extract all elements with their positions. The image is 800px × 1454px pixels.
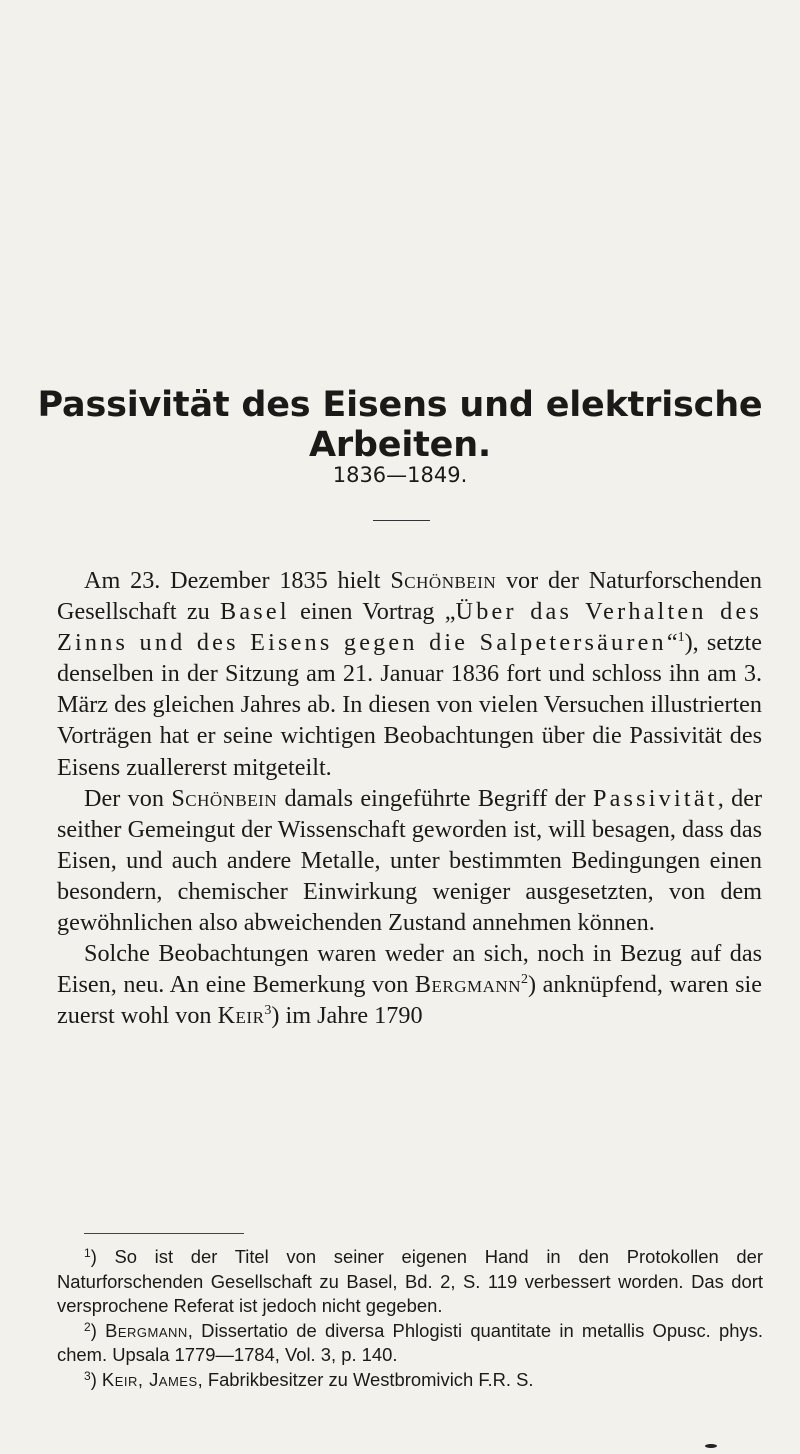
author-name: Schönbein — [171, 784, 278, 812]
footnote-3: $^3$) Keir, James, Fabrikbesitzer zu Westbromivich F.R. S. — [84, 1368, 534, 1390]
chapter-years: 1836—1849. — [332, 463, 468, 487]
footnotes — [57, 1245, 763, 1393]
paragraph-1: Am 23. Dezember 1835 hielt Schönbein vor der Naturforschenden Gesellschaft zu Basel einen Vortrag „Über das Verhalten des Zinns und des Eisens gegen die Salpetersäuren“$^1$), setzte denselben in der Sitzung am 21. Januar 1836 fort und schloss ihn am 3. März des gleichen Jahres ab. In diesen von vielen Versuchen illustrierten Vorträgen hat er seine wichtigen Beobachtungen über die Passivität des Eisens zuallererst mitgeteilt. — [57, 567, 762, 781]
footnote-ref-2: 2 — [521, 972, 528, 988]
paragraph-3: Solche Beobachtungen waren weder an sich, noch in Bezug auf das Eisen, neu. An eine Bemerkung von Bergmann$^2$) anknüpfend, waren sie zuerst wohl von Keir$^3$) im Jahre 1790 — [57, 940, 762, 1030]
author-name: Keir — [217, 1002, 265, 1030]
footnote-ref-3: 3 — [264, 1003, 272, 1019]
chapter-title: Passivität des Eisens und elektrische Arbeiten. — [37, 385, 763, 465]
author-name: Bergmann — [414, 971, 521, 999]
term-passivity: Passivität — [592, 784, 718, 812]
footnote-ref-1: 1 — [677, 630, 685, 646]
city-name: Basel — [220, 598, 290, 626]
footnote-divider — [84, 1233, 244, 1234]
ink-blot — [705, 1444, 717, 1448]
paragraph-2: Der von Schönbein damals eingeführte Begriff der Passivität, der seither Gemeingut der Wissenschaft geworden ist, will besagen, dass das Eisen, und auch andere Metalle, unter bestimmten Bedingungen einen besondern, chemischer Einwirkung weniger ausgesetzten, von dem gewöhnlichen also abweichenden Zustand annehmen können. — [57, 784, 762, 937]
footnote-2: $^2$) Bergmann, Dissertatio de diversa Phlogisti quantitate in metallis Opusc. phys. chem. Upsala 1779—1784, Vol. 3, p. 140. — [57, 1319, 764, 1366]
author-name: Schönbein — [390, 567, 497, 594]
footnote-1: $^1$) So ist der Titel von seiner eigenen Hand in den Protokollen der Naturforschenden Gesellschaft zu Basel, Bd. 2, S. 119 verbessert worden. Das dort versprochene Referat ist jedoch nicht gegeben. — [57, 1246, 763, 1317]
title-divider — [373, 520, 430, 521]
lecture-title: Über das Verhalten des Zinns und des Eisens gegen die Salpetersäuren — [57, 598, 762, 657]
main-text — [57, 565, 762, 1031]
